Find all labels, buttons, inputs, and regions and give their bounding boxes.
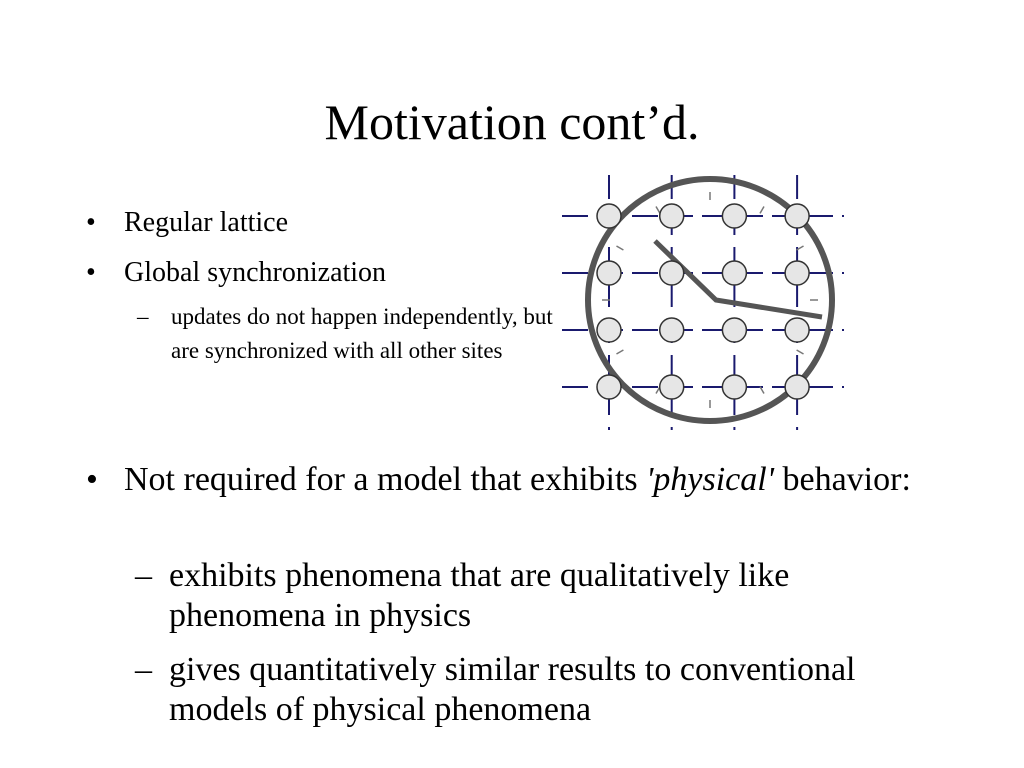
lattice-node [660,318,684,342]
lattice-node [597,261,621,285]
sub-bullet-sync-detail [137,300,557,368]
lattice-node [597,375,621,399]
sub-bullet-quantitative [135,650,935,730]
lattice-clock-diagram [556,170,848,434]
lattice-node [722,375,746,399]
sub-bullet-text: gives quantitatively similar results to conventional models of physical phenomena [169,651,856,728]
lattice-node [597,318,621,342]
dash-marker: – [137,304,149,329]
lattice-node [785,204,809,228]
lattice-node [785,261,809,285]
bullet-text [124,460,911,500]
sub-bullet-text: updates do not happen independently, but are synchronized with all other sites [171,304,553,363]
bullet-text-emphasis: 'physical' [646,461,774,498]
bullet-text: Regular lattice [124,207,289,238]
clock-tick [616,246,623,250]
bullet-regular-lattice [86,206,288,240]
lattice-node [785,375,809,399]
sub-bullet-text: exhibits phenomena that are qualitatively like phenomena in physics [169,557,790,634]
clock-tick [797,350,804,354]
dash-marker: – [135,557,152,594]
bullet-global-sync [86,256,386,290]
lattice-node [722,261,746,285]
lattice-node [660,204,684,228]
bullet-not-required [86,460,926,500]
lattice-node [785,318,809,342]
lattice-node [722,204,746,228]
lattice-node [722,318,746,342]
bullet-text: Global synchronization [124,257,387,288]
bullet-marker: • [86,461,98,498]
lattice-node [597,204,621,228]
clock-tick [656,206,660,213]
slide-title: Motivation cont’d. [324,94,700,150]
bullet-marker: • [86,207,96,238]
lattice-node [660,375,684,399]
sub-bullet-qualitative [135,556,935,636]
clock-tick [760,206,764,213]
lattice-node [660,261,684,285]
dash-marker: – [135,651,152,688]
bullet-text-suffix: behavior: [774,461,911,498]
bullet-text-prefix: Not required for a model that exhibits [124,461,647,498]
lattice-nodes [597,204,809,399]
bullet-marker: • [86,257,96,288]
clock-tick [616,350,623,354]
